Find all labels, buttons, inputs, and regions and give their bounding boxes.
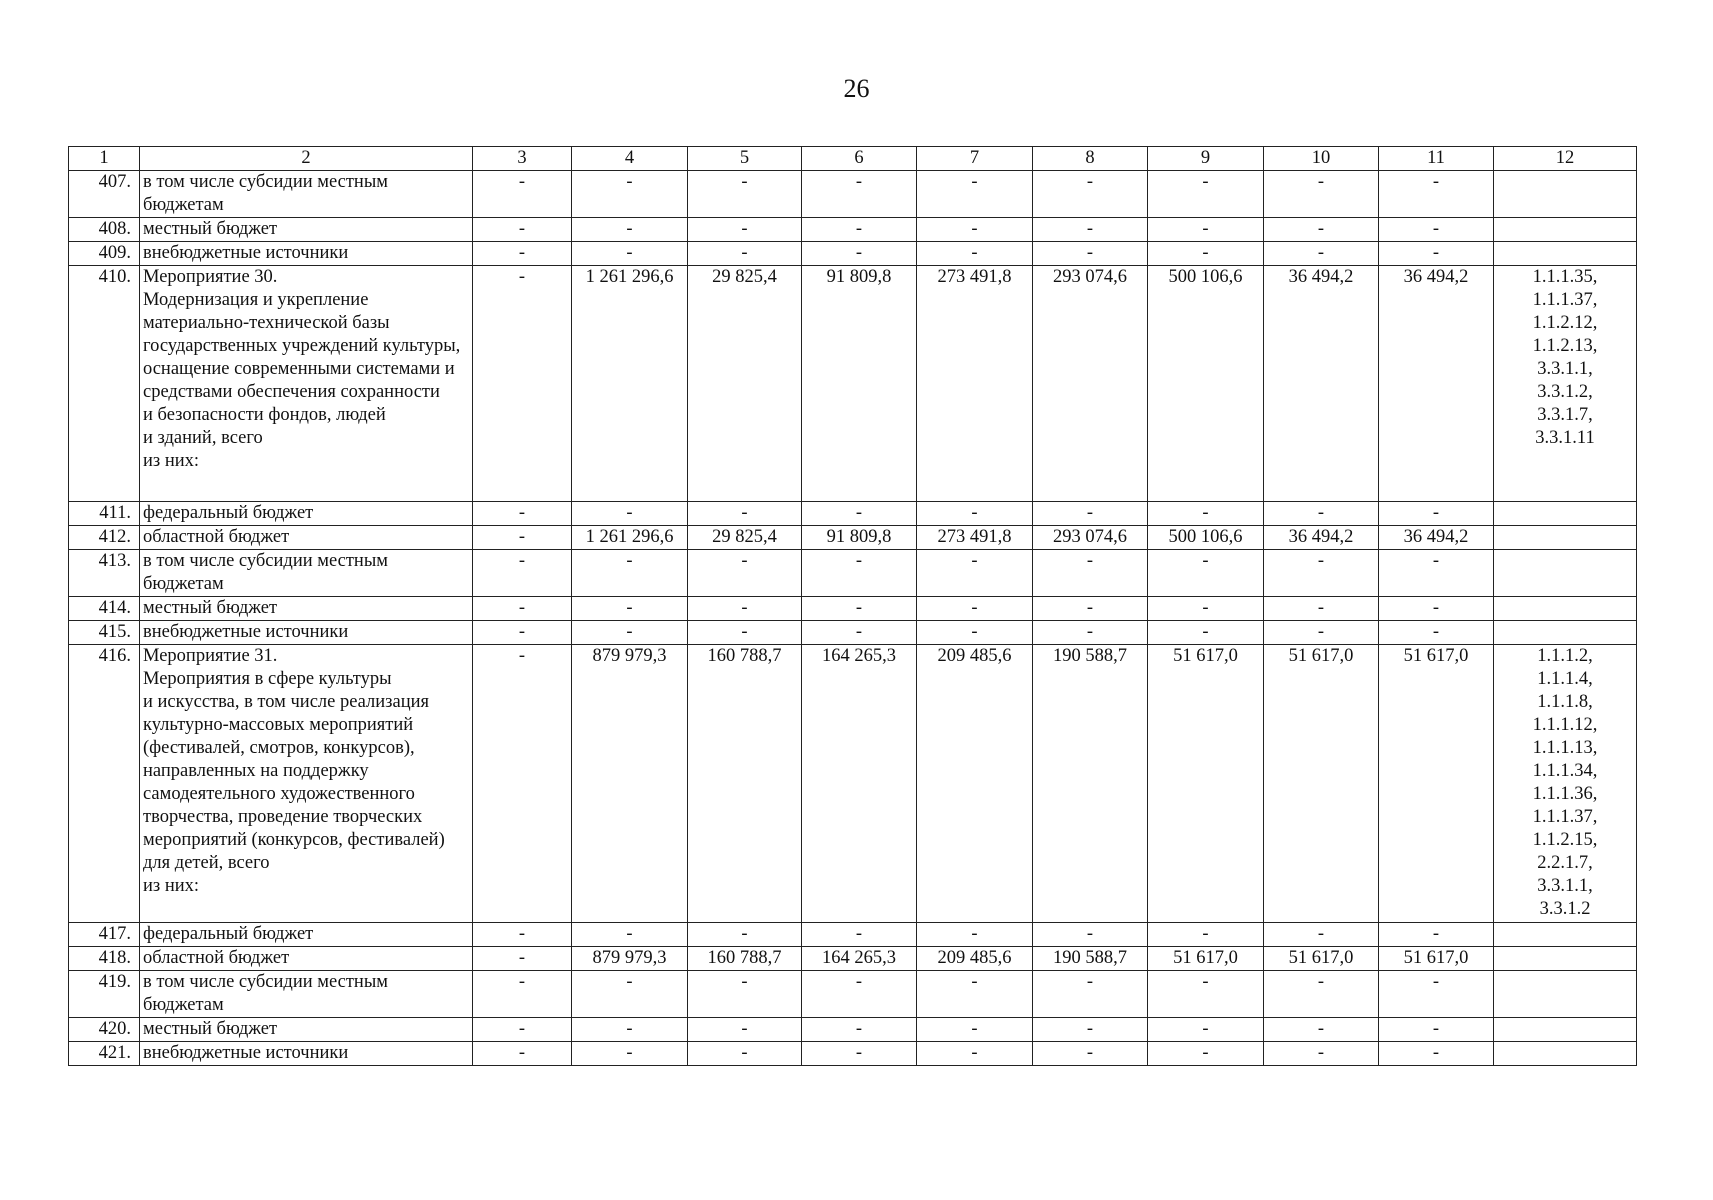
row-number-cell: 408. [69,218,140,242]
row-name-cell: в том числе субсидии местным бюджетам [140,171,473,218]
value-cell-6: - [802,218,917,242]
value-cell-3: - [473,1018,572,1042]
value-cell-6: 164 265,3 [802,645,917,923]
header-cell: 4 [572,147,688,171]
value-cell-5: - [688,502,802,526]
page-number: 26 [843,74,870,103]
table-row [69,266,1637,502]
value-cell-11: - [1379,597,1494,621]
row-name-cell: федеральный бюджет [140,923,473,947]
value-cell-11: - [1379,171,1494,218]
value-cell-5: - [688,971,802,1018]
indicator-codes-cell [1494,526,1637,550]
value-cell-3: - [473,621,572,645]
value-cell-4: - [572,502,688,526]
value-cell-3: - [473,971,572,1018]
table-row [69,1042,1637,1066]
indicator-codes-cell [1494,971,1637,1018]
indicator-codes-cell [1494,947,1637,971]
budget-table [68,146,1637,1066]
value-cell-8: - [1033,242,1148,266]
value-cell-7: - [917,597,1033,621]
value-cell-11: - [1379,1018,1494,1042]
header-cell: 10 [1264,147,1379,171]
value-cell-10: - [1264,621,1379,645]
value-cell-8: - [1033,171,1148,218]
value-cell-8: - [1033,1042,1148,1066]
table-row [69,645,1637,923]
value-cell-8: - [1033,621,1148,645]
value-cell-4: - [572,971,688,1018]
value-cell-11: 36 494,2 [1379,526,1494,550]
value-cell-10: - [1264,1042,1379,1066]
value-cell-10: - [1264,923,1379,947]
value-cell-4: - [572,923,688,947]
value-cell-10: - [1264,971,1379,1018]
value-cell-5: 160 788,7 [688,645,802,923]
indicator-codes-cell [1494,218,1637,242]
value-cell-8: 190 588,7 [1033,645,1148,923]
header-cell: 5 [688,147,802,171]
value-cell-10: - [1264,218,1379,242]
value-cell-5: 160 788,7 [688,947,802,971]
value-cell-11: 51 617,0 [1379,645,1494,923]
header-cell: 6 [802,147,917,171]
value-cell-8: - [1033,597,1148,621]
value-cell-11: - [1379,242,1494,266]
header-cell: 7 [917,147,1033,171]
value-cell-5: - [688,1042,802,1066]
table-row [69,526,1637,550]
indicator-codes-cell [1494,242,1637,266]
value-cell-8: - [1033,971,1148,1018]
header-cell: 2 [140,147,473,171]
value-cell-10: - [1264,242,1379,266]
row-number-cell: 407. [69,171,140,218]
value-cell-6: - [802,971,917,1018]
value-cell-9: 51 617,0 [1148,947,1264,971]
value-cell-11: 36 494,2 [1379,266,1494,502]
value-cell-7: - [917,621,1033,645]
value-cell-3: - [473,597,572,621]
row-name-cell: Мероприятие 31. Мероприятия в сфере культуры и искусства, в том числе реализация культурно-массовых мероприятий (фестивалей, смотров, конкурсов), направленных на поддержку самодеятельного художественного творчества, проведение творческих мероприятий (конкурсов, фестивалей) для детей, всего из них: [140,645,473,923]
header-cell: 8 [1033,147,1148,171]
row-name-cell: в том числе субсидии местным бюджетам [140,550,473,597]
value-cell-4: - [572,218,688,242]
value-cell-4: - [572,597,688,621]
value-cell-7: - [917,242,1033,266]
value-cell-8: 190 588,7 [1033,947,1148,971]
value-cell-9: - [1148,218,1264,242]
value-cell-7: 209 485,6 [917,645,1033,923]
row-number-cell: 416. [69,645,140,923]
header-cell: 12 [1494,147,1637,171]
value-cell-5: - [688,1018,802,1042]
row-name-cell: областной бюджет [140,526,473,550]
value-cell-10: 51 617,0 [1264,947,1379,971]
row-number-cell: 414. [69,597,140,621]
value-cell-5: 29 825,4 [688,526,802,550]
indicator-codes-cell [1494,502,1637,526]
value-cell-11: - [1379,502,1494,526]
value-cell-7: 273 491,8 [917,526,1033,550]
value-cell-11: - [1379,621,1494,645]
indicator-codes-cell [1494,1018,1637,1042]
row-number-cell: 415. [69,621,140,645]
value-cell-10: 36 494,2 [1264,526,1379,550]
value-cell-3: - [473,242,572,266]
table-row [69,947,1637,971]
value-cell-11: 51 617,0 [1379,947,1494,971]
row-number-cell: 418. [69,947,140,971]
table-row [69,1018,1637,1042]
indicator-codes-cell [1494,1042,1637,1066]
row-name-cell: местный бюджет [140,1018,473,1042]
indicator-codes-cell: 1.1.1.35, 1.1.1.37, 1.1.2.12, 1.1.2.13, 3.3.1.1, 3.3.1.2, 3.3.1.7, 3.3.1.11 [1494,266,1637,502]
indicator-codes-cell [1494,550,1637,597]
value-cell-3: - [473,947,572,971]
value-cell-4: - [572,550,688,597]
row-number-cell: 421. [69,1042,140,1066]
value-cell-6: - [802,550,917,597]
value-cell-8: 293 074,6 [1033,266,1148,502]
table-row [69,971,1637,1018]
value-cell-5: - [688,597,802,621]
value-cell-5: 29 825,4 [688,266,802,502]
row-name-cell: Мероприятие 30. Модернизация и укрепление материально-технической базы государственных учреждений культуры, оснащение современными системами и средствами обеспечения сохранности и безопасности фондов, людей и зданий, всего из них: [140,266,473,502]
value-cell-6: 91 809,8 [802,266,917,502]
value-cell-10: - [1264,1018,1379,1042]
value-cell-7: - [917,923,1033,947]
header-cell: 3 [473,147,572,171]
value-cell-3: - [473,550,572,597]
value-cell-11: - [1379,550,1494,597]
indicator-codes-cell: 1.1.1.2, 1.1.1.4, 1.1.1.8, 1.1.1.12, 1.1.1.13, 1.1.1.34, 1.1.1.36, 1.1.1.37, 1.1.2.15, 2.2.1.7, 3.3.1.1, 3.3.1.2 [1494,645,1637,923]
table-row [69,550,1637,597]
value-cell-7: - [917,502,1033,526]
value-cell-9: 51 617,0 [1148,645,1264,923]
value-cell-9: - [1148,971,1264,1018]
row-number-cell: 409. [69,242,140,266]
value-cell-4: - [572,1018,688,1042]
row-name-cell: внебюджетные источники [140,242,473,266]
value-cell-9: - [1148,242,1264,266]
value-cell-3: - [473,645,572,923]
row-name-cell: федеральный бюджет [140,502,473,526]
value-cell-5: - [688,218,802,242]
value-cell-11: - [1379,218,1494,242]
value-cell-6: 164 265,3 [802,947,917,971]
indicator-codes-cell [1494,597,1637,621]
value-cell-7: - [917,971,1033,1018]
row-number-cell: 417. [69,923,140,947]
table-row [69,597,1637,621]
value-cell-4: 879 979,3 [572,645,688,923]
value-cell-6: - [802,923,917,947]
value-cell-9: 500 106,6 [1148,266,1264,502]
header-cell: 9 [1148,147,1264,171]
row-number-cell: 413. [69,550,140,597]
value-cell-3: - [473,923,572,947]
value-cell-4: 1 261 296,6 [572,526,688,550]
indicator-codes-cell [1494,923,1637,947]
row-number-cell: 410. [69,266,140,502]
value-cell-3: - [473,502,572,526]
row-name-cell: внебюджетные источники [140,621,473,645]
value-cell-8: - [1033,550,1148,597]
value-cell-11: - [1379,971,1494,1018]
header-row [69,147,1637,171]
value-cell-5: - [688,621,802,645]
value-cell-9: - [1148,621,1264,645]
table-row [69,502,1637,526]
value-cell-7: - [917,1042,1033,1066]
value-cell-3: - [473,1042,572,1066]
value-cell-9: - [1148,550,1264,597]
value-cell-7: 209 485,6 [917,947,1033,971]
header-cell: 11 [1379,147,1494,171]
value-cell-5: - [688,242,802,266]
value-cell-9: - [1148,171,1264,218]
row-name-cell: внебюджетные источники [140,1042,473,1066]
row-number-cell: 411. [69,502,140,526]
value-cell-8: - [1033,502,1148,526]
value-cell-11: - [1379,923,1494,947]
table-row [69,171,1637,218]
value-cell-3: - [473,171,572,218]
row-name-cell: в том числе субсидии местным бюджетам [140,971,473,1018]
indicator-codes-cell [1494,621,1637,645]
row-number-cell: 419. [69,971,140,1018]
value-cell-10: - [1264,550,1379,597]
value-cell-8: - [1033,1018,1148,1042]
value-cell-4: - [572,1042,688,1066]
value-cell-6: - [802,171,917,218]
value-cell-6: - [802,502,917,526]
value-cell-4: - [572,621,688,645]
value-cell-5: - [688,550,802,597]
value-cell-9: - [1148,597,1264,621]
value-cell-6: 91 809,8 [802,526,917,550]
value-cell-9: - [1148,1042,1264,1066]
value-cell-6: - [802,597,917,621]
value-cell-5: - [688,923,802,947]
table-row [69,923,1637,947]
value-cell-3: - [473,266,572,502]
header-cell: 1 [69,147,140,171]
row-name-cell: местный бюджет [140,597,473,621]
value-cell-6: - [802,1042,917,1066]
value-cell-9: 500 106,6 [1148,526,1264,550]
value-cell-9: - [1148,502,1264,526]
table-row [69,621,1637,645]
value-cell-4: 879 979,3 [572,947,688,971]
value-cell-11: - [1379,1042,1494,1066]
indicator-codes-cell [1494,171,1637,218]
value-cell-8: - [1033,218,1148,242]
row-name-cell: областной бюджет [140,947,473,971]
value-cell-6: - [802,621,917,645]
value-cell-10: - [1264,597,1379,621]
value-cell-7: 273 491,8 [917,266,1033,502]
value-cell-7: - [917,1018,1033,1042]
value-cell-9: - [1148,923,1264,947]
value-cell-4: - [572,171,688,218]
row-number-cell: 420. [69,1018,140,1042]
row-name-cell: местный бюджет [140,218,473,242]
value-cell-10: 51 617,0 [1264,645,1379,923]
row-number-cell: 412. [69,526,140,550]
value-cell-8: 293 074,6 [1033,526,1148,550]
value-cell-3: - [473,526,572,550]
table-row [69,242,1637,266]
value-cell-10: - [1264,502,1379,526]
value-cell-7: - [917,550,1033,597]
value-cell-10: - [1264,171,1379,218]
value-cell-4: 1 261 296,6 [572,266,688,502]
value-cell-6: - [802,1018,917,1042]
value-cell-4: - [572,242,688,266]
value-cell-8: - [1033,923,1148,947]
value-cell-7: - [917,171,1033,218]
value-cell-5: - [688,171,802,218]
table-row [69,218,1637,242]
value-cell-3: - [473,218,572,242]
value-cell-9: - [1148,1018,1264,1042]
value-cell-6: - [802,242,917,266]
value-cell-10: 36 494,2 [1264,266,1379,502]
value-cell-7: - [917,218,1033,242]
